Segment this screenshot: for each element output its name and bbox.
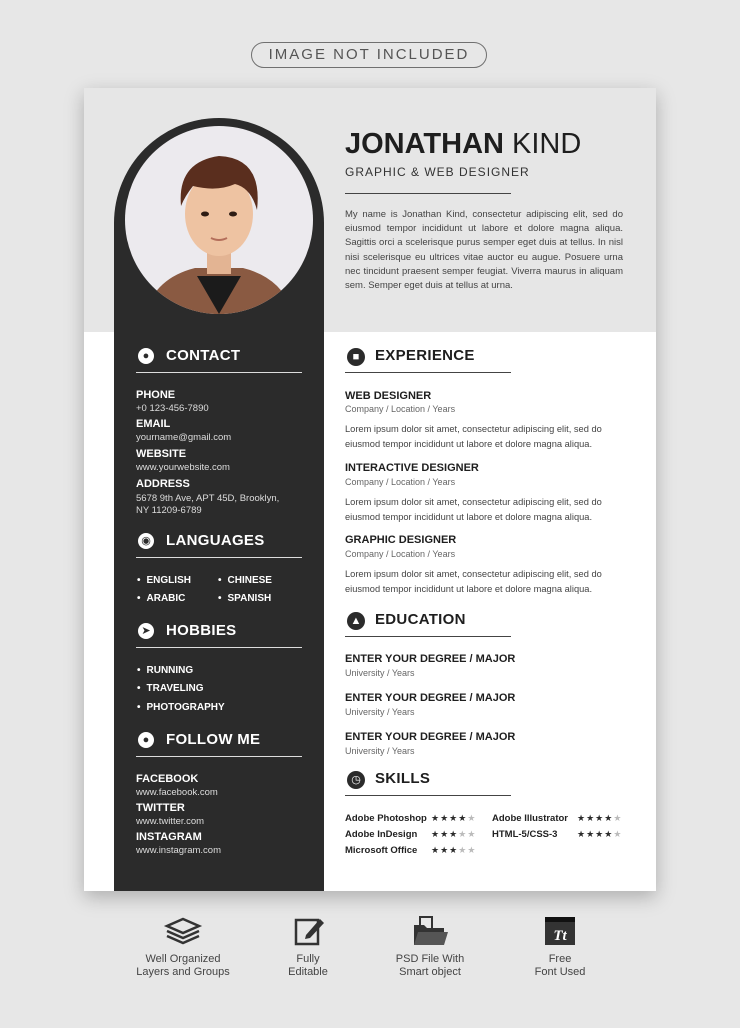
star-filled-icon: ★ [586, 813, 596, 823]
phone-label: PHONE [136, 389, 176, 401]
email-label: EMAIL [136, 418, 171, 430]
star-filled-icon: ★ [595, 829, 605, 839]
feature-psd: PSD File With Smart object [370, 915, 490, 979]
experience-title: INTERACTIVE DESIGNER [345, 462, 479, 474]
experience-heading: ■ EXPERIENCE [345, 346, 511, 373]
feature-layers: Well Organized Layers and Groups [123, 915, 243, 979]
star-filled-icon: ★ [440, 813, 450, 823]
phone-value: +0 123-456-7890 [136, 403, 209, 414]
svg-text:Tt: Tt [553, 928, 567, 944]
star-filled-icon: ★ [449, 845, 459, 855]
skill-name: Adobe InDesign [345, 829, 418, 840]
experience-sub: Company / Location / Years [345, 549, 456, 559]
star-filled-icon: ★ [577, 813, 587, 823]
image-not-included-badge: IMAGE NOT INCLUDED [251, 42, 487, 68]
degree-title: ENTER YOUR DEGREE / MAJOR [345, 692, 516, 704]
skill-rating [577, 813, 622, 824]
skill-rating [431, 845, 476, 856]
skill-rating [431, 813, 476, 824]
briefcase-icon: ■ [347, 348, 365, 366]
star-filled-icon: ★ [431, 813, 441, 823]
star-filled-icon: ★ [449, 829, 459, 839]
hobby-item: • TRAVELING [137, 683, 204, 694]
star-empty-icon: ★ [467, 845, 477, 855]
skills-heading: ◷ SKILLS [345, 769, 511, 796]
language-item: • CHINESE [218, 575, 272, 586]
experience-sub: Company / Location / Years [345, 404, 456, 414]
experience-sub: Company / Location / Years [345, 477, 456, 487]
user-icon: ● [138, 348, 154, 364]
star-empty-icon: ★ [458, 829, 468, 839]
experience-desc: Lorem ipsum dolor sit amet, consectetur adipiscing elit, sed do eiusmod tempor incididunt ut labore et dolore magna aliqua. [345, 569, 602, 594]
star-filled-icon: ★ [449, 813, 459, 823]
star-empty-icon: ★ [467, 829, 477, 839]
globe-icon: ◉ [138, 533, 154, 549]
address-line1: 5678 9th Ave, APT 45D, Brooklyn, [136, 493, 280, 504]
experience-desc: Lorem ipsum dolor sit amet, consectetur adipiscing elit, sed do eiusmod tempor incididunt ut labore et dolore magna aliqua. [345, 497, 602, 522]
star-filled-icon: ★ [431, 845, 441, 855]
star-filled-icon: ★ [440, 845, 450, 855]
degree-sub: University / Years [345, 668, 415, 678]
skill-name: HTML-5/CSS-3 [492, 829, 558, 840]
degree-sub: University / Years [345, 746, 415, 756]
clock-icon: ◷ [347, 771, 365, 789]
address-label: ADDRESS [136, 478, 190, 490]
full-name [345, 128, 581, 161]
skill-name: Adobe Photoshop [345, 813, 427, 824]
email-value: yourname@gmail.com [136, 432, 232, 443]
runner-icon: ➤ [138, 623, 154, 639]
address-line2: NY 11209-6789 [136, 505, 202, 516]
language-item: • ARABIC [137, 593, 185, 604]
skill-rating [577, 829, 622, 840]
experience-desc: Lorem ipsum dolor sit amet, consectetur adipiscing elit, sed do eiusmod tempor incididunt ut labore et dolore magna aliqua. [345, 424, 602, 449]
star-empty-icon: ★ [613, 813, 623, 823]
folder-icon [410, 915, 450, 947]
education-heading: ▲ EDUCATION [345, 610, 511, 637]
social-link[interactable]: www.facebook.com [136, 787, 218, 798]
hobby-item: • RUNNING [137, 665, 193, 676]
follow-heading: ● FOLLOW ME [136, 730, 302, 757]
hobby-item: • PHOTOGRAPHY [137, 702, 225, 713]
website-value: www.yourwebsite.com [136, 462, 230, 473]
skill-name: Microsoft Office [345, 845, 418, 856]
website-label: WEBSITE [136, 448, 187, 460]
feature-editable: Fully Editable [248, 915, 368, 979]
skill-rating [431, 829, 476, 840]
contact-heading: ● CONTACT [136, 346, 302, 373]
star-empty-icon: ★ [458, 845, 468, 855]
layers-icon [163, 915, 203, 947]
star-filled-icon: ★ [431, 829, 441, 839]
social-label: INSTAGRAM [136, 831, 202, 843]
star-filled-icon: ★ [440, 829, 450, 839]
experience-title: WEB DESIGNER [345, 390, 432, 402]
font-icon [540, 915, 580, 947]
edit-icon [288, 915, 328, 947]
star-filled-icon: ★ [586, 829, 596, 839]
star-filled-icon: ★ [595, 813, 605, 823]
skill-name: Adobe Illustrator [492, 813, 569, 824]
languages-heading: ◉ LANGUAGES [136, 531, 302, 558]
social-link[interactable]: www.twitter.com [136, 816, 205, 827]
social-link[interactable]: www.instagram.com [136, 845, 221, 856]
profile-photo [125, 126, 313, 314]
divider [345, 193, 511, 194]
feature-font: Tt Free Font Used [500, 915, 620, 979]
graduation-cap-icon: ▲ [347, 612, 365, 630]
share-icon: ● [138, 732, 154, 748]
degree-sub: University / Years [345, 707, 415, 717]
language-item: • SPANISH [218, 593, 271, 604]
star-empty-icon: ★ [613, 829, 623, 839]
last-name: KIND [512, 128, 582, 160]
resume-page [84, 88, 656, 891]
star-filled-icon: ★ [604, 813, 614, 823]
star-filled-icon: ★ [577, 829, 587, 839]
social-label: FACEBOOK [136, 773, 199, 785]
social-label: TWITTER [136, 802, 185, 814]
star-empty-icon: ★ [467, 813, 477, 823]
language-item: • ENGLISH [137, 575, 191, 586]
about-text: My name is Jonathan Kind, consectetur adipiscing elit, sed do eiusmod tempor incididunt ut labore et dolore magna aliqua. Sagittis orci a scelerisque purus semper eget duis at tellus. In nisl nisi scelerisque eu ultrices vitae auctor eu augue. Posuere urna nec tincidunt praesent semper feugiat. Viverra maurus in aliquam sem. Semper eget duis at tellus at urna. [345, 209, 623, 292]
hobbies-heading: ➤ HOBBIES [136, 621, 302, 648]
star-filled-icon: ★ [458, 813, 468, 823]
job-title: GRAPHIC & WEB DESIGNER [345, 165, 530, 179]
degree-title: ENTER YOUR DEGREE / MAJOR [345, 731, 516, 743]
star-filled-icon: ★ [604, 829, 614, 839]
experience-title: GRAPHIC DESIGNER [345, 534, 457, 546]
degree-title: ENTER YOUR DEGREE / MAJOR [345, 653, 516, 665]
first-name: JONATHAN [345, 128, 504, 160]
